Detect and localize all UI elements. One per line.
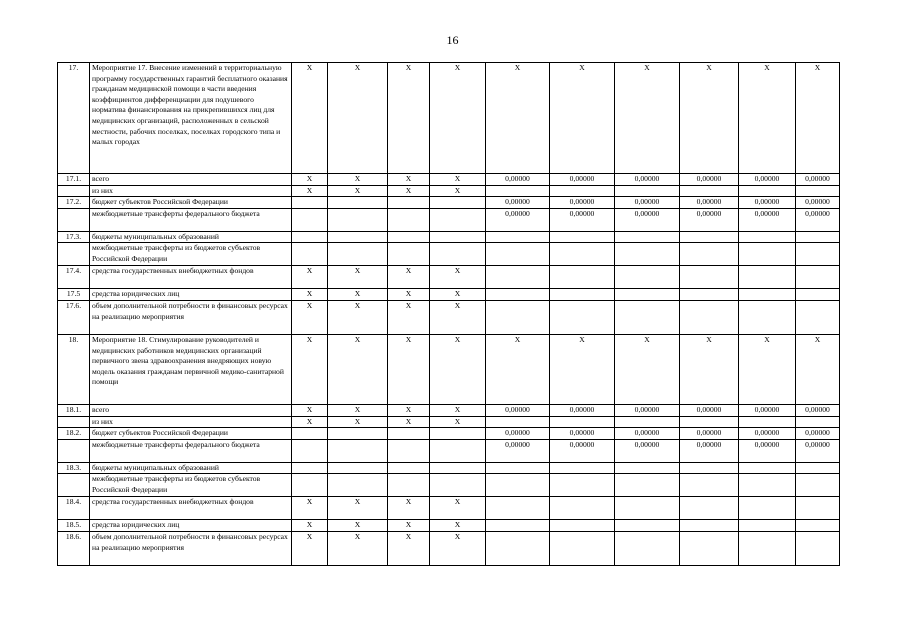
row-number	[58, 474, 90, 497]
table-row	[58, 197, 840, 209]
value-cell	[739, 497, 796, 520]
row-number	[58, 243, 90, 266]
mark-cell	[388, 474, 430, 497]
value-cell	[486, 289, 550, 301]
row-name: из них	[90, 185, 292, 197]
value-cell	[550, 231, 615, 243]
row-name: бюджеты муниципальных образований	[90, 462, 292, 474]
value-cell: 0,00000	[615, 174, 680, 186]
mark-cell	[292, 243, 328, 266]
value-cell: 0,00000	[615, 208, 680, 231]
value-cell	[739, 300, 796, 334]
value-cell	[680, 474, 739, 497]
value-cell: 0,00000	[680, 404, 739, 416]
value-cell	[615, 231, 680, 243]
table-row	[58, 231, 840, 243]
row-number: 17.1.	[58, 174, 90, 186]
mark-cell	[388, 243, 430, 266]
row-name: средства государственных внебюджетных фондов	[90, 497, 292, 520]
row-number: 17.4.	[58, 266, 90, 289]
row-name: всего	[90, 404, 292, 416]
value-cell	[680, 416, 739, 428]
table-row	[58, 334, 840, 404]
value-cell	[486, 243, 550, 266]
table-body	[58, 63, 840, 566]
mark-cell	[328, 474, 388, 497]
mark-cell: X	[388, 497, 430, 520]
table-row	[58, 497, 840, 520]
value-cell: 0,00000	[550, 208, 615, 231]
value-cell: 0,00000	[550, 404, 615, 416]
value-cell	[486, 520, 550, 532]
value-cell: X	[796, 334, 840, 404]
mark-cell	[292, 439, 328, 462]
value-cell	[550, 462, 615, 474]
value-cell	[486, 266, 550, 289]
value-cell: X	[550, 63, 615, 174]
mark-cell: X	[292, 174, 328, 186]
mark-cell: X	[430, 185, 486, 197]
value-cell	[680, 497, 739, 520]
row-name: из них	[90, 416, 292, 428]
value-cell	[680, 462, 739, 474]
mark-cell: X	[328, 404, 388, 416]
mark-cell	[388, 462, 430, 474]
mark-cell: X	[328, 416, 388, 428]
value-cell	[739, 531, 796, 565]
value-cell	[615, 289, 680, 301]
mark-cell: X	[388, 334, 430, 404]
value-cell	[796, 474, 840, 497]
mark-cell	[430, 462, 486, 474]
mark-cell	[292, 231, 328, 243]
row-name: средства юридических лиц	[90, 520, 292, 532]
row-number	[58, 439, 90, 462]
value-cell: 0,00000	[615, 197, 680, 209]
value-cell	[550, 497, 615, 520]
mark-cell	[328, 439, 388, 462]
value-cell	[680, 266, 739, 289]
value-cell	[615, 416, 680, 428]
mark-cell: X	[292, 334, 328, 404]
table-row	[58, 416, 840, 428]
value-cell	[615, 531, 680, 565]
value-cell	[739, 416, 796, 428]
row-number	[58, 185, 90, 197]
value-cell: X	[680, 334, 739, 404]
value-cell	[739, 266, 796, 289]
row-name: Мероприятие 17. Внесение изменений в территориальную программу государственных гарантий бесплатного оказания гражданам медицинской помощи в части введения коэффициентов дифференциации для подушевого норматива финансирования на прикрепившихся лиц для медицинских организаций, расположенных в сельской местности, рабочих поселках, поселках городского типа и малых городах	[90, 63, 292, 174]
mark-cell: X	[292, 497, 328, 520]
table-row	[58, 63, 840, 174]
table-row	[58, 185, 840, 197]
mark-cell: X	[388, 404, 430, 416]
value-cell: 0,00000	[486, 197, 550, 209]
mark-cell	[328, 197, 388, 209]
table-row	[58, 266, 840, 289]
row-number: 17.2.	[58, 197, 90, 209]
mark-cell: X	[388, 185, 430, 197]
value-cell: 0,00000	[615, 404, 680, 416]
mark-cell: X	[292, 63, 328, 174]
value-cell	[486, 185, 550, 197]
value-cell: 0,00000	[739, 208, 796, 231]
value-cell	[550, 520, 615, 532]
mark-cell: X	[388, 520, 430, 532]
value-cell: 0,00000	[550, 197, 615, 209]
mark-cell	[430, 197, 486, 209]
value-cell	[550, 300, 615, 334]
mark-cell: X	[430, 531, 486, 565]
mark-cell	[388, 231, 430, 243]
value-cell: 0,00000	[615, 439, 680, 462]
row-name: всего	[90, 174, 292, 186]
value-cell: 0,00000	[739, 174, 796, 186]
value-cell	[615, 185, 680, 197]
page-number: 16	[446, 33, 459, 47]
row-number: 18.5.	[58, 520, 90, 532]
mark-cell	[292, 428, 328, 440]
table-row	[58, 474, 840, 497]
value-cell: 0,00000	[680, 428, 739, 440]
row-number: 18.	[58, 334, 90, 404]
value-cell	[550, 474, 615, 497]
value-cell: X	[739, 334, 796, 404]
row-name: межбюджетные трансферты федерального бюджета	[90, 439, 292, 462]
row-number	[58, 416, 90, 428]
mark-cell	[430, 231, 486, 243]
financing-table	[57, 62, 840, 566]
mark-cell: X	[430, 289, 486, 301]
value-cell	[796, 289, 840, 301]
value-cell: X	[550, 334, 615, 404]
row-name: объем дополнительной потребности в финансовых ресурсах на реализацию мероприятия	[90, 300, 292, 334]
value-cell: 0,00000	[739, 439, 796, 462]
value-cell	[796, 497, 840, 520]
mark-cell: X	[328, 497, 388, 520]
value-cell	[486, 231, 550, 243]
mark-cell: X	[430, 174, 486, 186]
mark-cell: X	[430, 416, 486, 428]
value-cell: X	[486, 63, 550, 174]
mark-cell	[388, 439, 430, 462]
mark-cell	[292, 462, 328, 474]
mark-cell: X	[388, 416, 430, 428]
value-cell: 0,00000	[486, 208, 550, 231]
value-cell	[680, 300, 739, 334]
mark-cell	[430, 428, 486, 440]
value-cell	[486, 462, 550, 474]
value-cell: 0,00000	[796, 439, 840, 462]
value-cell	[615, 462, 680, 474]
table-row	[58, 289, 840, 301]
value-cell	[615, 300, 680, 334]
value-cell	[486, 300, 550, 334]
mark-cell	[328, 208, 388, 231]
table-row	[58, 300, 840, 334]
value-cell: 0,00000	[680, 208, 739, 231]
value-cell	[550, 243, 615, 266]
mark-cell: X	[328, 174, 388, 186]
mark-cell: X	[430, 63, 486, 174]
row-number: 17.5	[58, 289, 90, 301]
value-cell	[550, 416, 615, 428]
value-cell	[796, 531, 840, 565]
mark-cell: X	[388, 63, 430, 174]
row-number: 17.	[58, 63, 90, 174]
mark-cell: X	[430, 334, 486, 404]
mark-cell: X	[430, 300, 486, 334]
value-cell	[739, 185, 796, 197]
value-cell: 0,00000	[796, 428, 840, 440]
row-name: межбюджетные трансферты из бюджетов субъектов Российской Федерации	[90, 474, 292, 497]
table-row	[58, 462, 840, 474]
value-cell	[796, 520, 840, 532]
value-cell	[796, 243, 840, 266]
mark-cell: X	[328, 266, 388, 289]
value-cell: 0,00000	[486, 439, 550, 462]
mark-cell	[430, 439, 486, 462]
value-cell	[550, 531, 615, 565]
mark-cell	[328, 243, 388, 266]
mark-cell: X	[328, 185, 388, 197]
table-row	[58, 404, 840, 416]
value-cell: 0,00000	[680, 197, 739, 209]
value-cell	[680, 289, 739, 301]
mark-cell: X	[388, 289, 430, 301]
row-name: бюджет субъектов Российской Федерации	[90, 428, 292, 440]
mark-cell	[292, 208, 328, 231]
mark-cell	[388, 197, 430, 209]
value-cell	[615, 243, 680, 266]
value-cell: 0,00000	[796, 174, 840, 186]
row-number: 18.1.	[58, 404, 90, 416]
mark-cell	[430, 208, 486, 231]
row-name: объем дополнительной потребности в финансовых ресурсах на реализацию мероприятия	[90, 531, 292, 565]
value-cell	[739, 231, 796, 243]
mark-cell: X	[328, 289, 388, 301]
value-cell: 0,00000	[550, 174, 615, 186]
table-row	[58, 174, 840, 186]
mark-cell: X	[430, 497, 486, 520]
value-cell	[680, 231, 739, 243]
mark-cell: X	[328, 300, 388, 334]
value-cell	[550, 266, 615, 289]
value-cell	[486, 497, 550, 520]
row-number: 18.6.	[58, 531, 90, 565]
value-cell: X	[739, 63, 796, 174]
value-cell: X	[486, 334, 550, 404]
value-cell: X	[680, 63, 739, 174]
row-name: межбюджетные трансферты федерального бюджета	[90, 208, 292, 231]
table-row	[58, 208, 840, 231]
value-cell	[680, 243, 739, 266]
row-name: Мероприятие 18. Стимулирование руководителей и медицинских работников медицинских организаций первичного звена здравоохранения внедряющих новую модель оказания гражданам первичной медико-санитарной помощи	[90, 334, 292, 404]
value-cell: 0,00000	[796, 404, 840, 416]
value-cell	[615, 520, 680, 532]
value-cell	[739, 474, 796, 497]
mark-cell	[388, 428, 430, 440]
value-cell	[615, 497, 680, 520]
row-number: 18.4.	[58, 497, 90, 520]
value-cell: 0,00000	[550, 428, 615, 440]
mark-cell: X	[328, 334, 388, 404]
mark-cell: X	[388, 266, 430, 289]
mark-cell: X	[292, 520, 328, 532]
mark-cell: X	[328, 520, 388, 532]
value-cell	[796, 185, 840, 197]
value-cell: X	[796, 63, 840, 174]
mark-cell	[328, 231, 388, 243]
value-cell	[486, 416, 550, 428]
mark-cell: X	[292, 266, 328, 289]
row-name: бюджеты муниципальных образований	[90, 231, 292, 243]
value-cell	[486, 531, 550, 565]
mark-cell: X	[430, 266, 486, 289]
value-cell	[680, 520, 739, 532]
value-cell: 0,00000	[739, 197, 796, 209]
row-name: средства юридических лиц	[90, 289, 292, 301]
value-cell	[796, 266, 840, 289]
mark-cell: X	[430, 404, 486, 416]
value-cell	[550, 185, 615, 197]
mark-cell	[292, 197, 328, 209]
value-cell	[615, 474, 680, 497]
mark-cell: X	[388, 174, 430, 186]
value-cell	[550, 289, 615, 301]
mark-cell: X	[292, 300, 328, 334]
mark-cell: X	[328, 531, 388, 565]
table-row	[58, 520, 840, 532]
value-cell: X	[615, 63, 680, 174]
value-cell	[680, 531, 739, 565]
value-cell	[615, 266, 680, 289]
value-cell	[796, 231, 840, 243]
value-cell: 0,00000	[486, 404, 550, 416]
value-cell	[486, 474, 550, 497]
value-cell: 0,00000	[486, 428, 550, 440]
mark-cell: X	[388, 300, 430, 334]
mark-cell: X	[430, 520, 486, 532]
value-cell: 0,00000	[796, 208, 840, 231]
row-number	[58, 208, 90, 231]
mark-cell	[328, 428, 388, 440]
value-cell: 0,00000	[680, 174, 739, 186]
row-number: 17.3.	[58, 231, 90, 243]
mark-cell: X	[388, 531, 430, 565]
value-cell	[796, 462, 840, 474]
mark-cell: X	[292, 185, 328, 197]
value-cell	[739, 243, 796, 266]
mark-cell	[292, 474, 328, 497]
mark-cell: X	[292, 531, 328, 565]
row-name: бюджет субъектов Российской Федерации	[90, 197, 292, 209]
mark-cell: X	[292, 289, 328, 301]
value-cell	[680, 185, 739, 197]
table-row	[58, 439, 840, 462]
value-cell: 0,00000	[680, 439, 739, 462]
value-cell: 0,00000	[615, 428, 680, 440]
mark-cell	[430, 474, 486, 497]
table-row	[58, 243, 840, 266]
mark-cell: X	[292, 404, 328, 416]
mark-cell	[328, 462, 388, 474]
value-cell	[739, 289, 796, 301]
mark-cell	[430, 243, 486, 266]
row-name: средства государственных внебюджетных фондов	[90, 266, 292, 289]
value-cell: 0,00000	[796, 197, 840, 209]
row-number: 18.2.	[58, 428, 90, 440]
value-cell: 0,00000	[739, 404, 796, 416]
value-cell	[739, 520, 796, 532]
value-cell: X	[615, 334, 680, 404]
mark-cell	[388, 208, 430, 231]
value-cell: 0,00000	[550, 439, 615, 462]
value-cell: 0,00000	[739, 428, 796, 440]
mark-cell: X	[328, 63, 388, 174]
table-row	[58, 531, 840, 565]
value-cell: 0,00000	[486, 174, 550, 186]
table-row	[58, 428, 840, 440]
value-cell	[796, 416, 840, 428]
mark-cell: X	[292, 416, 328, 428]
value-cell	[739, 462, 796, 474]
row-name: межбюджетные трансферты из бюджетов субъектов Российской Федерации	[90, 243, 292, 266]
row-number: 18.3.	[58, 462, 90, 474]
value-cell	[796, 300, 840, 334]
row-number: 17.6.	[58, 300, 90, 334]
